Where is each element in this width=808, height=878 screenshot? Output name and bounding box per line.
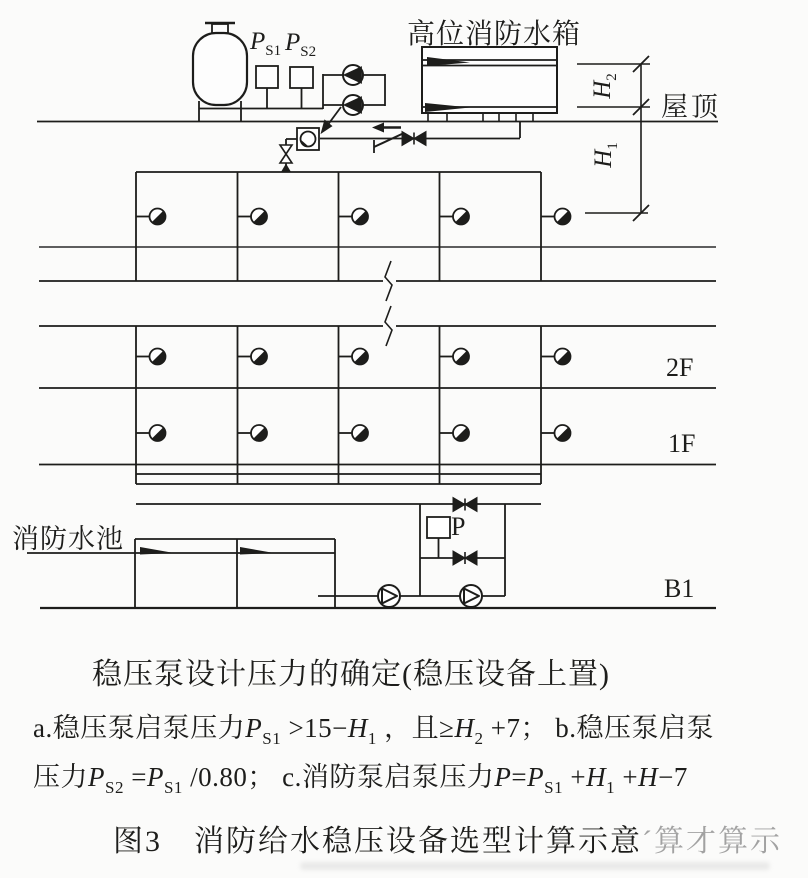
regulator-device xyxy=(297,128,319,150)
floor-label-2f: 2F xyxy=(666,353,694,382)
floor-label-b1: B1 xyxy=(664,574,695,603)
formula-line-a: a.稳压泵启泵压力$P_{S1} >15-H_1$ ，且$\ge H_2 +7$； b.稳压泵启泵 xyxy=(33,713,714,748)
gate-valve xyxy=(402,132,426,146)
pressure-switches xyxy=(256,66,313,108)
formula-line-b: 压力$P_{S2} =P_{S1}$ /0.80； c.消防泵启泵压力$P=P_{S1} +H_1 +H-7$ xyxy=(33,762,688,797)
ps2-switch xyxy=(290,67,313,88)
roof-label: 屋顶 xyxy=(661,92,721,122)
loop-valve-lower xyxy=(453,551,477,565)
check-valve xyxy=(374,133,404,153)
hydrant-symbols xyxy=(136,209,571,442)
flow-arrow-left xyxy=(372,123,401,133)
tank-supports xyxy=(428,113,533,121)
fire-pool-label: 消防水池 xyxy=(12,524,124,554)
floor-label-1f: 1F xyxy=(668,429,696,458)
ps1-label: $P_{S1}$ xyxy=(250,28,282,59)
pipe-break-marks xyxy=(385,261,392,346)
loop-valve-upper xyxy=(453,498,477,512)
building-risers xyxy=(136,172,541,504)
fire-pump-2 xyxy=(460,585,482,607)
fire-pump-1 xyxy=(378,585,400,607)
ps2-label: $P_{S2}$ xyxy=(285,29,317,60)
high-tank-label: 高位消防水箱 xyxy=(407,19,582,50)
print-artifact xyxy=(300,862,770,870)
section-heading: 稳压泵设计压力的确定(稳压设备上置) xyxy=(92,658,610,691)
design-formulas xyxy=(33,709,793,807)
up-arrowhead xyxy=(281,164,291,173)
pressure-gauge-label: P xyxy=(451,512,466,541)
ps1-switch xyxy=(256,66,278,88)
high-tank xyxy=(422,47,557,138)
fire-pumps xyxy=(318,585,505,607)
pressure-gauge-box xyxy=(427,517,450,538)
h2-dimension-label: $H_2$ xyxy=(588,73,620,99)
h1-dimension-label: $H_1$ xyxy=(589,142,621,168)
floor-lines xyxy=(37,122,718,609)
vertical-valve xyxy=(280,145,292,163)
figure-caption: 图3 消防给水稳压设备选型计算示意ˊ算才算示 xyxy=(113,825,782,858)
roof-piping xyxy=(280,123,520,173)
